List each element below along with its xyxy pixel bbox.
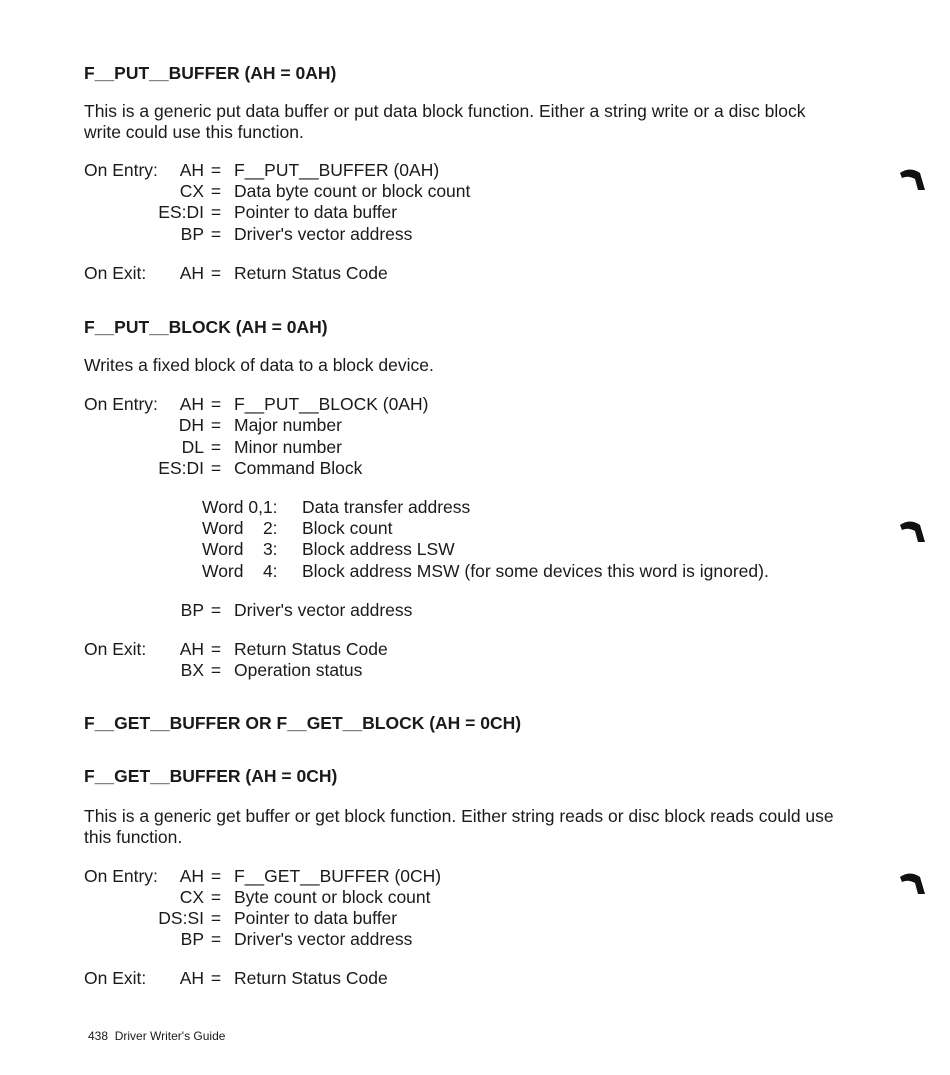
on-exit-label: On Exit: <box>84 639 147 659</box>
on-entry-label: On Entry: <box>84 394 158 414</box>
register-name: BX <box>180 660 204 680</box>
equals-sign: = <box>210 660 222 680</box>
register-description: F__GET__BUFFER (0CH) <box>234 866 442 886</box>
command-block-word: Word 3: <box>202 539 278 559</box>
command-block-description: Block address LSW <box>302 539 455 559</box>
register-description: F__PUT__BLOCK (0AH) <box>234 394 429 414</box>
on-exit-label: On Exit: <box>84 968 147 988</box>
equals-sign: = <box>210 202 222 222</box>
register-description: Byte count or block count <box>234 887 431 907</box>
equals-sign: = <box>210 263 222 283</box>
register-name: AH <box>179 263 204 283</box>
register-description: Return Status Code <box>234 639 388 659</box>
register-name: DS:SI <box>158 908 204 928</box>
register-name: DL <box>181 437 204 457</box>
section-paragraph: write could use this function. <box>84 122 304 142</box>
equals-sign: = <box>210 458 222 478</box>
register-name: CX <box>179 181 204 201</box>
equals-sign: = <box>210 415 222 435</box>
command-block-word: Word 2: <box>202 518 278 538</box>
register-description: Driver's vector address <box>234 600 413 620</box>
section-paragraph: Writes a fixed block of data to a block device. <box>84 355 434 375</box>
register-name: AH <box>179 968 204 988</box>
register-description: Pointer to data buffer <box>234 908 398 928</box>
section-heading-put-block: F__PUT__BLOCK (AH = 0AH) <box>84 317 328 337</box>
register-description: Minor number <box>234 437 342 457</box>
command-block-description: Data transfer address <box>302 497 471 517</box>
equals-sign: = <box>210 968 222 988</box>
change-mark-icon <box>898 164 928 194</box>
equals-sign: = <box>210 908 222 928</box>
register-name: CX <box>179 887 204 907</box>
equals-sign: = <box>210 929 222 949</box>
register-name: AH <box>179 866 204 886</box>
equals-sign: = <box>210 600 222 620</box>
register-name: AH <box>179 394 204 414</box>
register-name: AH <box>179 639 204 659</box>
register-description: Return Status Code <box>234 968 388 988</box>
equals-sign: = <box>210 639 222 659</box>
equals-sign: = <box>210 224 222 244</box>
command-block-word: Word 4: <box>202 561 278 581</box>
register-description: Driver's vector address <box>234 224 413 244</box>
on-entry-label: On Entry: <box>84 866 158 886</box>
page-footer: 438 Driver Writer's Guide <box>88 1029 226 1043</box>
section-heading-get-buffer: F__GET__BUFFER (AH = 0CH) <box>84 766 338 786</box>
change-mark-icon <box>898 516 928 546</box>
register-name: BP <box>180 224 204 244</box>
section-paragraph: this function. <box>84 827 183 847</box>
register-description: Major number <box>234 415 342 435</box>
section-paragraph: This is a generic put data buffer or put data block function. Either a string write or a disc block <box>84 101 806 121</box>
command-block-description: Block count <box>302 518 393 538</box>
register-description: Data byte count or block count <box>234 181 471 201</box>
register-description: Operation status <box>234 660 363 680</box>
on-exit-label: On Exit: <box>84 263 147 283</box>
section-heading-get-buffer-or-block: F__GET__BUFFER OR F__GET__BLOCK (AH = 0CH) <box>84 713 522 733</box>
register-description: Driver's vector address <box>234 929 413 949</box>
register-name: AH <box>179 160 204 180</box>
register-description: Return Status Code <box>234 263 388 283</box>
register-name: ES:DI <box>158 458 204 478</box>
equals-sign: = <box>210 887 222 907</box>
section-heading-put-buffer: F__PUT__BUFFER (AH = 0AH) <box>84 63 337 83</box>
register-name: BP <box>180 929 204 949</box>
register-description: Pointer to data buffer <box>234 202 398 222</box>
equals-sign: = <box>210 160 222 180</box>
register-name: ES:DI <box>158 202 204 222</box>
section-paragraph: This is a generic get buffer or get block function. Either string reads or disc block reads could use <box>84 806 834 826</box>
register-description: Command Block <box>234 458 363 478</box>
register-description: F__PUT__BUFFER (0AH) <box>234 160 440 180</box>
equals-sign: = <box>210 437 222 457</box>
command-block-word: Word 0,1: <box>202 497 278 517</box>
equals-sign: = <box>210 866 222 886</box>
register-name: DH <box>178 415 204 435</box>
register-name: BP <box>180 600 204 620</box>
change-mark-icon <box>898 868 928 898</box>
on-entry-label: On Entry: <box>84 160 158 180</box>
equals-sign: = <box>210 394 222 414</box>
equals-sign: = <box>210 181 222 201</box>
command-block-description: Block address MSW (for some devices this word is ignored). <box>302 561 769 581</box>
